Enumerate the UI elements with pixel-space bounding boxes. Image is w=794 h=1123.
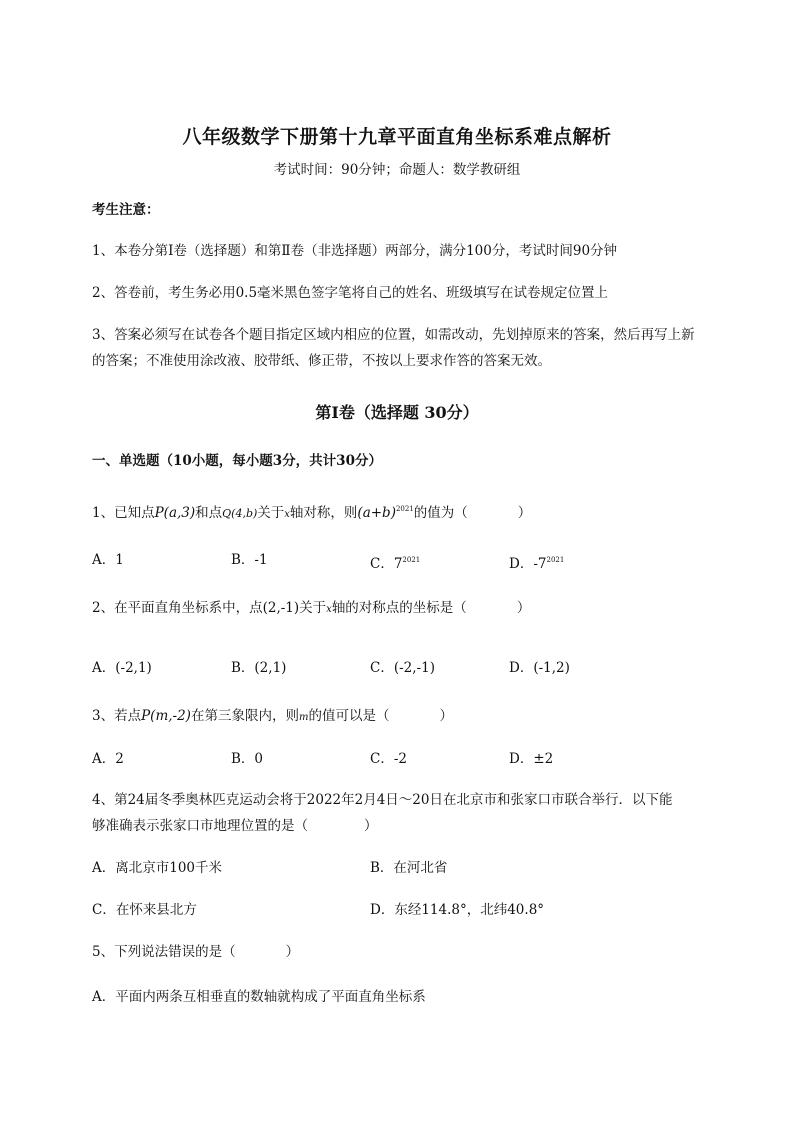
point-p: P(m,-2)	[141, 708, 191, 724]
stem-text: 关于	[299, 600, 327, 616]
exponent: 2021	[402, 556, 421, 564]
question-4-stem-cont	[92, 816, 378, 836]
option-a: A．(-2,1)	[92, 660, 152, 676]
point-q: Q(4,b)	[222, 507, 258, 520]
option-b: B．-1	[231, 552, 268, 568]
part-heading: 一、单选题（10小题，每小题3分，共计30分）	[92, 453, 382, 469]
notice-item: 3、答案必须写在试卷各个题目指定区域内相应的位置，如需改动，先划掉原来的答案，然后再写上新	[92, 327, 695, 343]
option-d	[509, 550, 564, 574]
stem-text: 的值可以是（	[308, 708, 390, 724]
stem-text: 1、已知点	[92, 505, 155, 521]
option-d: D．(-1,2)	[509, 660, 570, 676]
option-a: A．1	[92, 552, 124, 568]
option-b: B．在河北省	[370, 860, 448, 876]
option-c: C．(-2,-1)	[370, 660, 435, 676]
page-title: 八年级数学下册第十九章平面直角坐标系难点解析	[182, 126, 612, 148]
stem-text: 2、在平面直角坐标系中，点	[92, 600, 263, 616]
option-a: A．平面内两条互相垂直的数轴就构成了平面直角坐标系	[92, 989, 426, 1005]
option-b: B．0	[231, 751, 264, 767]
var-m: m	[298, 712, 309, 723]
option-c	[370, 550, 420, 574]
question-5-stem	[92, 942, 299, 962]
option-d: D．±2	[509, 751, 554, 767]
point: (2,-1)	[262, 600, 300, 616]
stem-text: ）	[517, 505, 532, 521]
stem-text: ）	[439, 708, 453, 724]
option-text: C．7	[370, 556, 403, 572]
section-title: 第I卷（选择题 30分）	[315, 403, 479, 422]
stem-text: ）	[364, 818, 378, 834]
var-x: x	[326, 604, 332, 615]
option-b: B．(2,1)	[231, 660, 287, 676]
notice-heading: 考生注意：	[92, 202, 160, 218]
exam-info: 考试时间：90分钟；命题人：数学教研组	[273, 162, 521, 178]
option-c: C．-2	[370, 751, 407, 767]
option-c: C．在怀来县北方	[92, 902, 197, 918]
stem-text: 在第三象限内，则	[190, 708, 299, 724]
option-a: A．离北京市100千米	[92, 860, 223, 876]
exponent: 2021	[395, 505, 414, 513]
option-text: D．-7	[509, 556, 547, 572]
stem-text: 够准确表示张家口市地理位置的是（	[92, 818, 308, 834]
notice-item: 1、本卷分第I卷（选择题）和第Ⅱ卷（非选择题）两部分，满分100分，考试时间90分钟	[92, 243, 618, 259]
stem-text: 3、若点	[92, 708, 142, 724]
stem-text: 的值为（	[413, 505, 468, 521]
expression: (a+b)	[357, 505, 396, 521]
question-3-stem	[92, 706, 453, 728]
stem-text: ）	[516, 600, 531, 616]
point-p: P(a,3)	[154, 505, 196, 521]
stem-text: 和点	[195, 505, 223, 521]
var-x: x	[284, 509, 290, 520]
stem-text: 轴的对称点的坐标是（	[331, 600, 467, 616]
exponent: 2021	[546, 556, 565, 564]
stem-text: 5、下列说法错误的是（	[92, 944, 236, 960]
option-d: D．东经114.8°，北纬40.8°	[370, 902, 545, 918]
notice-item: 的答案；不准使用涂改液、胶带纸、修正带，不按以上要求作答的答案无效。	[92, 353, 551, 369]
question-1-stem	[92, 499, 531, 525]
stem-text: 轴对称，则	[289, 505, 358, 521]
notice-item: 2、答卷前，考生务必用0.5毫米黑色签字笔将自己的姓名、班级填写在试卷规定位置上	[92, 285, 609, 301]
question-2-stem	[92, 598, 530, 620]
question-4-stem: 4、第24届冬季奥林匹克运动会将于2022年2月4日～20日在北京市和张家口市联合举行．以下能	[92, 792, 673, 808]
stem-text: ）	[285, 944, 300, 960]
option-a: A．2	[92, 751, 124, 767]
stem-text: 关于	[257, 505, 285, 521]
